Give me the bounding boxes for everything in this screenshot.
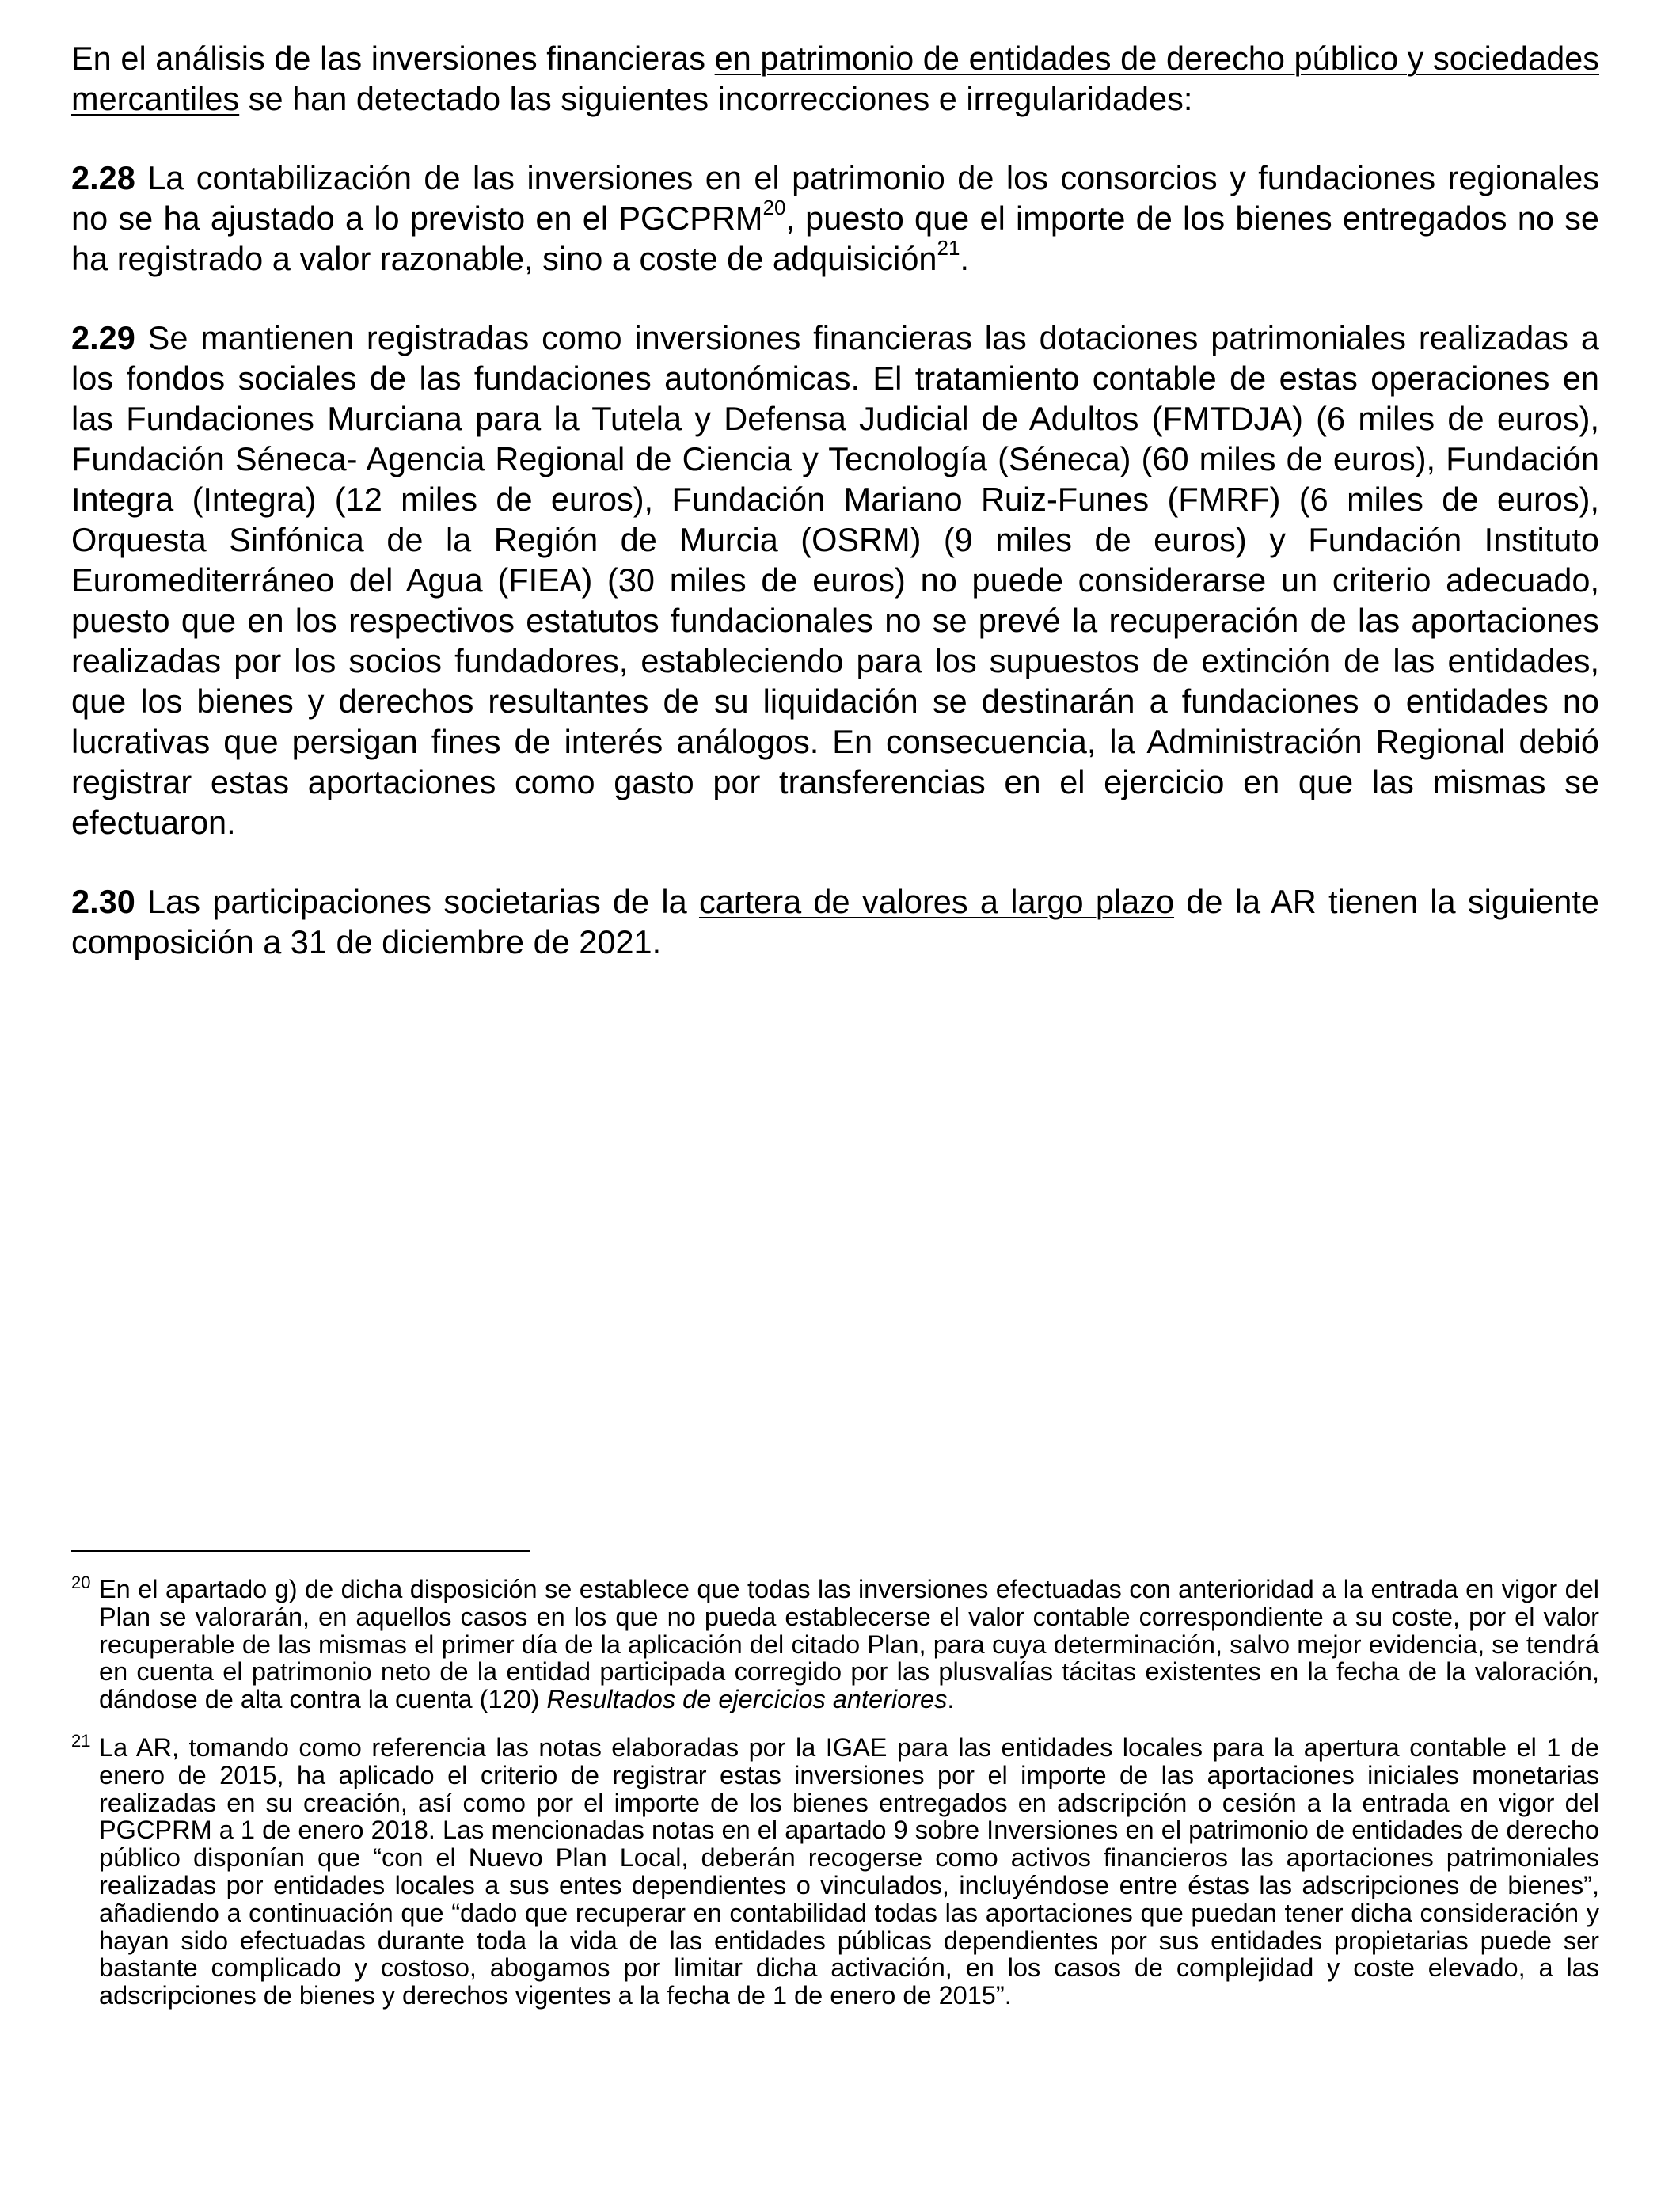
paragraph-text-a: La contabilización de las inversiones en el patrimonio de los consorcios y fundaciones regionales no se ha ajustado a lo previsto en el PGCPRM [71,159,1599,237]
paragraph-text: Se mantienen registradas como inversiones financieras las dotaciones patrimoniales realizadas a los fondos sociales de las fundaciones autonómicas. El tratamiento contable de estas operaciones en las Fundaciones Murciana para la Tutela y Defensa Judicial de Adultos (FMTDJA) (6 miles de euros), Fundación Séneca- Agencia Regional de Ciencia y Tecnología (Séneca) (60 miles de euros), Fundación Integra (Integra) (12 miles de euros), Fundación Mariano Ruiz-Funes (FMRF) (6 miles de euros), Orquesta Sinfónica de la Región de Murcia (OSRM) (9 miles de euros) y Fundación Instituto Euromediterráneo del Agua (FIEA) (30 miles de euros) no puede considerarse un criterio adecuado, puesto que en los respectivos estatutos fundacionales no se prevé la recuperación de las aportaciones realizadas por los socios fundadores, estableciendo para los supuestos de extinción de las entidades, que los bienes y derechos resultantes de su liquidación se destinarán a fundaciones o entidades no lucrativas que persigan fines de interés análogos. En consecuencia, la Administración Regional debió registrar estas aportaciones como gasto por transferencias en el ejercicio en que las mismas se efectuaron. [71,319,1599,841]
footnote-mark: 20 [71,1572,91,1592]
footnote-ref-20[interactable]: 20 [762,196,786,220]
paragraph-number: 2.29 [71,319,135,356]
footnotes [71,1572,1599,2030]
footnote-text: En el apartado g) de dicha disposición se establece que todas las inversiones efectuadas con anterioridad a la entrada en vigor del Plan se valorarán, en aquellos casos en los que no pueda establecerse el valor contable correspondiente a su coste, por el valor recuperable de las mismas el primer día de la aplicación del citado Plan, para cuya determinación, salvo mejor evidencia, se tendrá en cuenta el patrimonio neto de la entidad participada corregido por las plusvalías tácitas existentes en la fecha de la valoración, dándose de alta contra la cuenta (120) [99,1575,1599,1714]
footnote-mark: 21 [71,1730,91,1751]
paragraph-text-a: Las participaciones societarias de la [135,883,699,920]
intro-paragraph [71,38,1599,119]
footnote-21 [71,1730,1599,2010]
paragraph-2-29 [71,318,1599,842]
intro-underlined-term: en patrimonio de entidades de derecho público y sociedades mercantiles [71,40,1599,117]
paragraph-text-b: , puesto que el importe de los bienes entregados no se ha registrado a valor razonable, sino a coste de adquisición [71,200,1599,277]
footnote-text: La AR, tomando como referencia las notas elaboradas por la IGAE para las entidades locales para la apertura contable el 1 de enero de 2015, ha aplicado el criterio de registrar estas inversiones por el importe de las aportaciones iniciales monetarias realizadas en su creación, así como por el importe de los bienes entregados en adscripción o cesión a la entrada en vigor del PGCPRM a 1 de enero 2018. Las mencionadas notas en el apartado 9 sobre Inversiones en el patrimonio de entidades de derecho público disponían que “con el Nuevo Plan Local, deberán recogerse como activos financieros las aportaciones patrimoniales realizadas por entidades locales a sus entes dependientes o vinculados, incluyéndose entre éstas las adscripciones de bienes”, añadiendo a continuación que “dado que recuperar en contabilidad todas las aportaciones que puedan tener dicha consideración y hayan sido efectuadas durante toda la vida de las entidades públicas dependientes por sus entidades propietarias puede ser bastante complicado y costoso, abogamos por limitar dicha activación, en los casos de complejidad y coste elevado, a las adscripciones de bienes y derechos vigentes a la fecha de 1 de enero de 2015”. [99,1732,1599,2010]
document-body [71,38,1599,1001]
paragraph-text-c: . [960,240,969,277]
intro-text-a: En el análisis de las inversiones financieras [71,40,715,77]
paragraph-number: 2.28 [71,159,135,196]
paragraph-text-b: de la AR tienen la siguiente composición a 31 de diciembre de 2021. [71,883,1599,960]
paragraph-number: 2.30 [71,883,135,920]
paragraph-2-28 [71,158,1599,279]
footnote-separator [71,1550,530,1552]
footnote-20 [71,1572,1599,1714]
intro-text-b: se han detectado las siguientes incorrecciones e irregularidades: [239,80,1193,117]
underlined-term: cartera de valores a largo plazo [698,883,1175,920]
footnote-ref-21[interactable]: 21 [937,236,960,260]
paragraph-2-30 [71,881,1599,962]
footnote-end: . [947,1685,955,1714]
footnote-italic-account: Resultados de ejercicios anteriores [546,1685,948,1714]
